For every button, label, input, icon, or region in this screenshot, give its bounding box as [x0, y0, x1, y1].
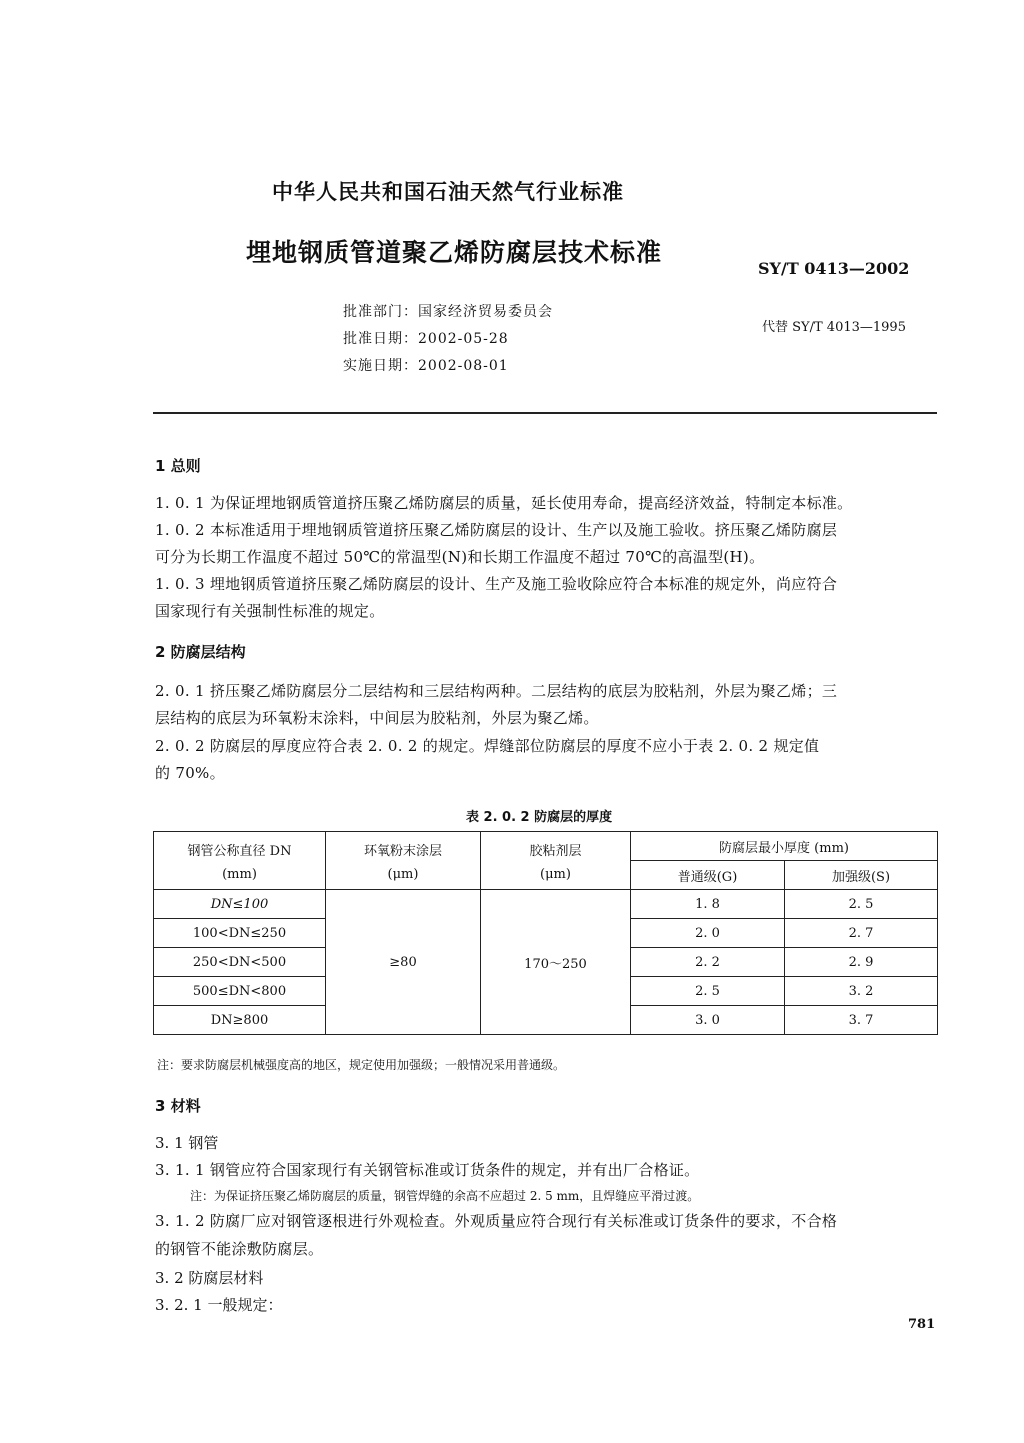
section-1-heading: 1 总则: [155, 457, 201, 475]
clause-1-0-3-line1: 1. 0. 3 埋地钢质管道挤压聚乙烯防腐层的设计、生产及施工验收除应符合本标准的规定外，尚应符合: [155, 575, 838, 593]
standard-category-title: 中华人民共和国石油天然气行业标准: [272, 180, 624, 204]
table-cell-dn: DN≤100: [154, 890, 326, 919]
document-title: 埋地钢质管道聚乙烯防腐层技术标准: [246, 238, 663, 267]
table-header-min-thickness: 防腐层最小厚度 (mm): [631, 832, 938, 861]
header-epoxy-unit: (μm): [387, 866, 419, 882]
replaces-standard: 代替 SY/T 4013—1995: [762, 320, 906, 335]
table-cell-normal: 3. 0: [631, 1006, 785, 1035]
header-epoxy-label: 环氧粉末涂层: [363, 843, 442, 859]
clause-3-1-1-note: 注：为保证挤压聚乙烯防腐层的质量，钢管焊缝的余高不应超过 2. 5 mm，且焊缝应平滑过渡。: [190, 1189, 700, 1203]
header-adhesive-label: 胶粘剂层: [529, 843, 582, 859]
approval-department: 批准部门：国家经济贸易委员会: [343, 304, 553, 320]
table-cell-normal: 2. 0: [631, 919, 785, 948]
table-cell-normal: 2. 2: [631, 948, 785, 977]
table-caption: 表 2. 0. 2 防腐层的厚度: [466, 810, 613, 825]
subsection-3-1: 3. 1 钢管: [155, 1134, 219, 1152]
table-cell-normal: 1. 8: [631, 890, 785, 919]
header-adhesive-unit: (μm): [540, 866, 571, 882]
clause-1-0-1: 1. 0. 1 为保证埋地钢质管道挤压聚乙烯防腐层的质量，延长使用寿命，提高经济效益，特制定本标准。: [155, 494, 853, 512]
header-divider: [153, 412, 937, 414]
clause-2-0-2-line1: 2. 0. 2 防腐层的厚度应符合表 2. 0. 2 的规定。焊缝部位防腐层的厚度不应小于表 2. 0. 2 规定值: [155, 737, 820, 755]
effective-date: 实施日期：2002-08-01: [343, 358, 509, 374]
table-cell-reinforced: 2. 5: [785, 890, 938, 919]
table-header-adhesive: [481, 832, 631, 890]
table-cell-reinforced: 3. 7: [785, 1006, 938, 1035]
clause-3-1-2-line2: 的钢管不能涂敷防腐层。: [155, 1240, 324, 1258]
thickness-table: [153, 831, 938, 1035]
clause-3-1-2-line1: 3. 1. 2 防腐厂应对钢管逐根进行外观检查。外观质量应符合现行有关标准或订货条件的要求，不合格: [155, 1212, 838, 1230]
table-cell-dn: DN≥800: [154, 1006, 326, 1035]
approval-date: 批准日期：2002-05-28: [343, 331, 509, 347]
table-cell-reinforced: 2. 7: [785, 919, 938, 948]
table-cell-dn: 100<DN≤250: [154, 919, 326, 948]
table-cell-reinforced: 2. 9: [785, 948, 938, 977]
clause-2-0-2-line2: 的 70%。: [155, 764, 225, 782]
table-header-normal-grade: 普通级(G): [631, 861, 785, 890]
page-number: 781: [908, 1317, 936, 1332]
table-header-epoxy: [326, 832, 481, 890]
clause-2-0-1-line2: 层结构的底层为环氧粉末涂料，中间层为胶粘剂，外层为聚乙烯。: [155, 709, 599, 727]
table-cell-normal: 2. 5: [631, 977, 785, 1006]
clause-1-0-2-line1: 1. 0. 2 本标准适用于埋地钢质管道挤压聚乙烯防腐层的设计、生产以及施工验收。挤压聚乙烯防腐层: [155, 521, 838, 539]
table-cell-dn: 250<DN<500: [154, 948, 326, 977]
header-diameter-unit: (mm): [222, 866, 257, 882]
standard-code: SY/T 0413—2002: [758, 259, 910, 278]
table-cell-dn: 500≤DN<800: [154, 977, 326, 1006]
table-cell-adhesive: 170～250: [481, 890, 631, 1035]
table-note: 注：要求防腐层机械强度高的地区，规定使用加强级；一般情况采用普通级。: [157, 1058, 566, 1072]
subsection-3-2: 3. 2 防腐层材料: [155, 1269, 264, 1287]
clause-3-1-1: 3. 1. 1 钢管应符合国家现行有关钢管标准或订货条件的规定，并有出厂合格证。: [155, 1161, 700, 1179]
clause-3-2-1: 3. 2. 1 一般规定：: [155, 1296, 283, 1314]
clause-2-0-1-line1: 2. 0. 1 挤压聚乙烯防腐层分二层结构和三层结构两种。二层结构的底层为胶粘剂，外层为聚乙烯；三: [155, 682, 838, 700]
table-cell-epoxy: ≥80: [326, 890, 481, 1035]
clause-1-0-3-line2: 国家现行有关强制性标准的规定。: [155, 602, 385, 620]
clause-1-0-2-line2: 可分为长期工作温度不超过 50℃的常温型(N)和长期工作温度不超过 70℃的高温型(H)。: [155, 548, 765, 566]
section-2-heading: 2 防腐层结构: [155, 643, 246, 661]
header-diameter-label: 钢管公称直径 DN: [187, 843, 292, 859]
table-header-diameter: [154, 832, 326, 890]
table-cell-reinforced: 3. 2: [785, 977, 938, 1006]
table-header-reinforced-grade: 加强级(S): [785, 861, 938, 890]
section-3-heading: 3 材料: [155, 1097, 201, 1115]
